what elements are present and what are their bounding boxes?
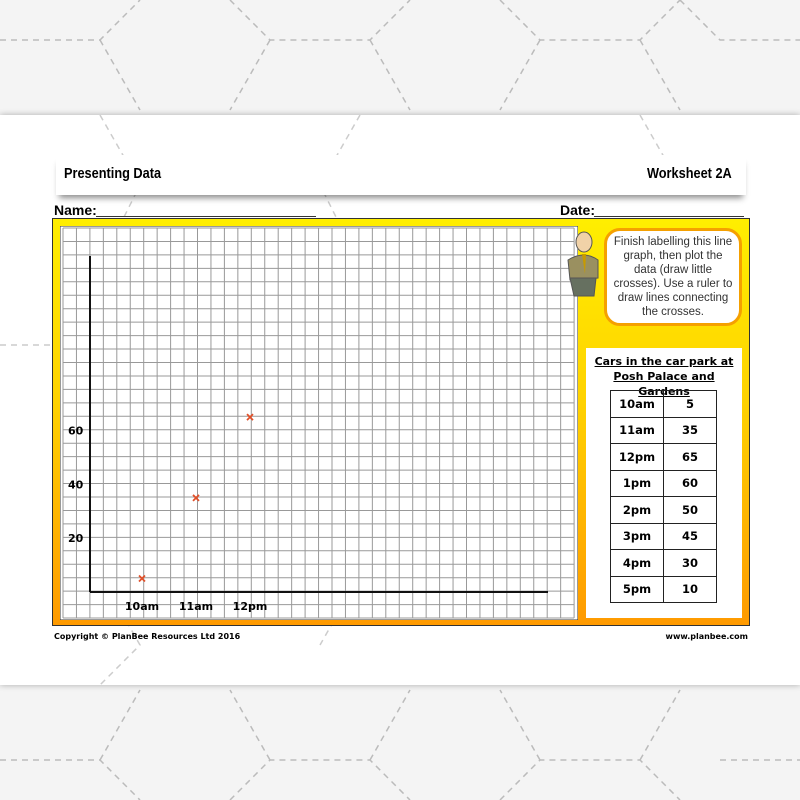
time-cell: 2pm <box>611 497 664 524</box>
table-row <box>611 576 717 603</box>
cars-cell: 10 <box>664 576 717 603</box>
cars-cell: 65 <box>664 444 717 471</box>
table-row <box>611 497 717 524</box>
worksheet-title: Presenting Data <box>64 165 162 182</box>
cartoon-man-icon <box>562 230 602 300</box>
time-cell: 10am <box>611 391 664 418</box>
cars-cell: 30 <box>664 550 717 577</box>
line-graph[interactable] <box>60 226 578 620</box>
date-label: Date: <box>560 202 596 218</box>
table-row <box>611 470 717 497</box>
time-cell: 12pm <box>611 444 664 471</box>
data-table-panel <box>586 348 742 618</box>
x-tick-label: 11am <box>178 600 214 613</box>
y-tick-label: 40 <box>68 478 84 492</box>
instruction-bubble: Finish labelling this line graph, then plot the data (draw little crosses). Use a ruler to draw lines connecting the crosses. <box>604 228 742 326</box>
cars-cell: 35 <box>664 417 717 444</box>
cars-cell: 50 <box>664 497 717 524</box>
time-cell: 3pm <box>611 523 664 550</box>
time-cell: 5pm <box>611 576 664 603</box>
time-cell: 4pm <box>611 550 664 577</box>
table-row <box>611 550 717 577</box>
header-banner <box>56 155 746 195</box>
x-tick-label: 10am <box>124 600 160 613</box>
y-tick-label: 20 <box>68 532 84 546</box>
copyright: Copyright © PlanBee Resources Ltd 2016 <box>54 632 241 641</box>
table-title-line1: Cars in the car park at <box>594 355 734 368</box>
table-row <box>611 444 717 471</box>
table-row <box>611 523 717 550</box>
cars-cell: 60 <box>664 470 717 497</box>
data-table <box>610 390 717 603</box>
time-cell: 11am <box>611 417 664 444</box>
cars-cell: 45 <box>664 523 717 550</box>
table-title-line2: Posh Palace and Gardens <box>613 370 715 398</box>
table-row <box>611 417 717 444</box>
cars-cell: 5 <box>664 391 717 418</box>
worksheet-number: Worksheet 2A <box>647 165 732 182</box>
website-link[interactable]: www.planbee.com <box>665 632 748 641</box>
name-label: Name: <box>54 202 97 218</box>
date-field[interactable] <box>594 216 744 217</box>
time-cell: 1pm <box>611 470 664 497</box>
x-tick-label: 12pm <box>232 600 268 613</box>
name-field[interactable] <box>96 216 316 217</box>
y-tick-label: 60 <box>68 424 84 438</box>
table-row <box>611 391 717 418</box>
